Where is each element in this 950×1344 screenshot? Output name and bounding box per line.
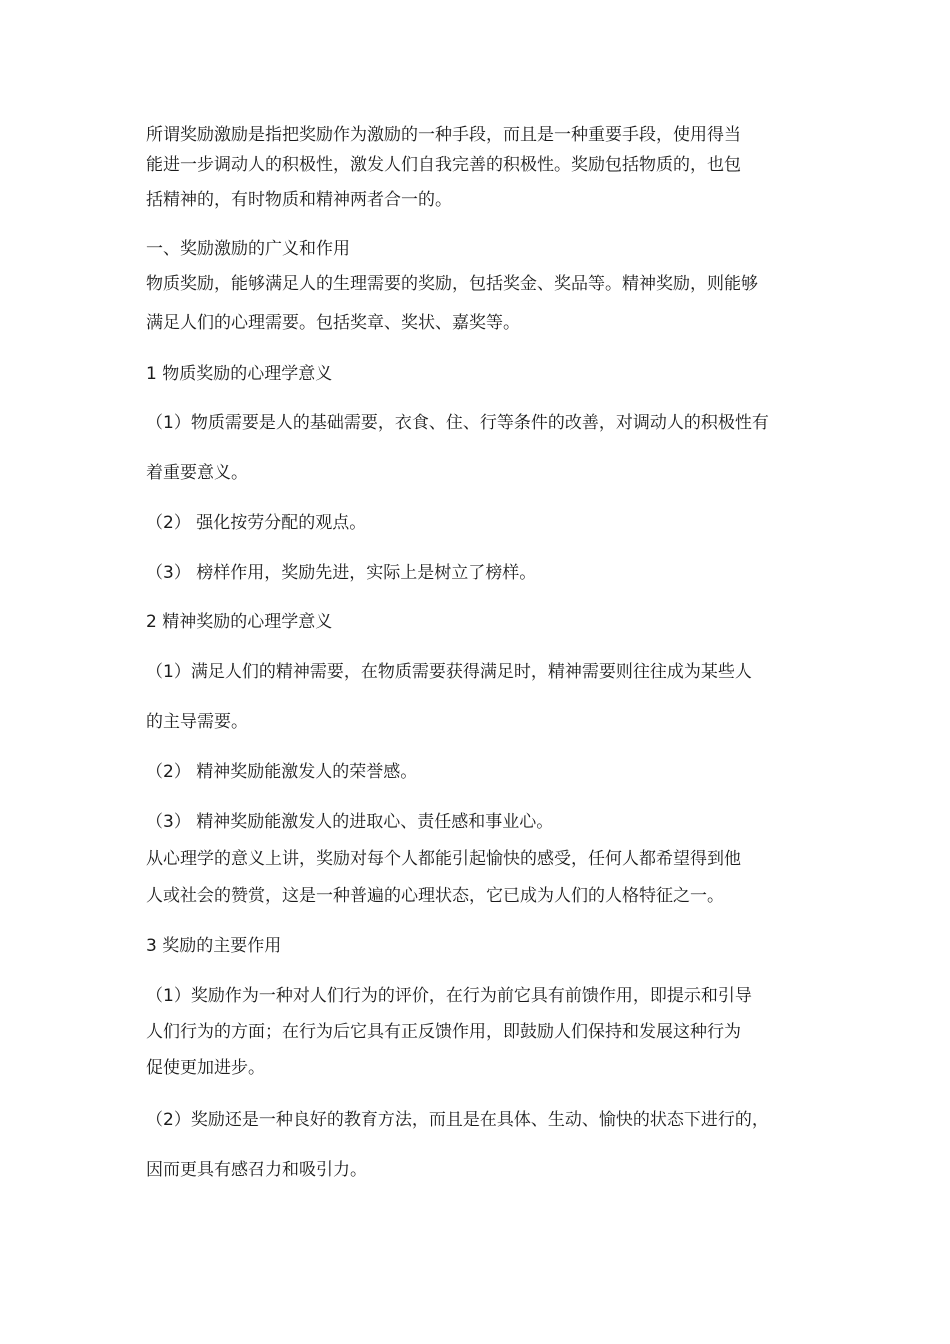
subsection-heading: 1 物质奖励的心理学意义 bbox=[146, 364, 333, 384]
text-line: 从心理学的意义上讲，奖励对每个人都能引起愉快的感受，任何人都希望得到他 bbox=[146, 849, 741, 869]
text-line: 能进一步调动人的积极性，激发人们自我完善的积极性。奖励包括物质的，也包 bbox=[146, 155, 741, 175]
text-line: 物质奖励，能够满足人的生理需要的奖励，包括奖金、奖品等。精神奖励，则能够 bbox=[146, 274, 758, 294]
list-item: （2） 精神奖励能激发人的荣誉感。 bbox=[146, 762, 418, 782]
list-item: （2）奖励还是一种良好的教育方法，而且是在具体、生动、愉快的状态下进行的， bbox=[146, 1110, 769, 1130]
list-item: （2） 强化按劳分配的观点。 bbox=[146, 513, 367, 533]
text-line: 所谓奖励激励是指把奖励作为激励的一种手段，而且是一种重要手段，使用得当 bbox=[146, 125, 741, 145]
text-line: 括精神的，有时物质和精神两者合一的。 bbox=[146, 190, 452, 210]
list-item: （3） 榜样作用，奖励先进，实际上是树立了榜样。 bbox=[146, 563, 537, 583]
subsection-heading: 2 精神奖励的心理学意义 bbox=[146, 612, 333, 632]
list-item: （1）物质需要是人的基础需要，衣食、住、行等条件的改善，对调动人的积极性有 bbox=[146, 413, 769, 433]
text-line: 着重要意义。 bbox=[146, 463, 248, 483]
section-heading: 一、奖励激励的广义和作用 bbox=[146, 239, 350, 259]
text-line: 人或社会的赞赏，这是一种普遍的心理状态，它已成为人们的人格特征之一。 bbox=[146, 886, 724, 906]
text-line: 促使更加进步。 bbox=[146, 1058, 265, 1078]
text-line: 因而更具有感召力和吸引力。 bbox=[146, 1160, 367, 1180]
list-item: （1）奖励作为一种对人们行为的评价，在行为前它具有前馈作用，即提示和引导 bbox=[146, 986, 752, 1006]
list-item: （1）满足人们的精神需要，在物质需要获得满足时，精神需要则往往成为某些人 bbox=[146, 662, 752, 682]
text-line: 的主导需要。 bbox=[146, 712, 248, 732]
subsection-heading: 3 奖励的主要作用 bbox=[146, 936, 282, 956]
text-line: 满足人们的心理需要。包括奖章、奖状、嘉奖等。 bbox=[146, 313, 520, 333]
list-item: （3） 精神奖励能激发人的进取心、责任感和事业心。 bbox=[146, 812, 554, 832]
text-line: 人们行为的方面；在行为后它具有正反馈作用，即鼓励人们保持和发展这种行为 bbox=[146, 1022, 741, 1042]
